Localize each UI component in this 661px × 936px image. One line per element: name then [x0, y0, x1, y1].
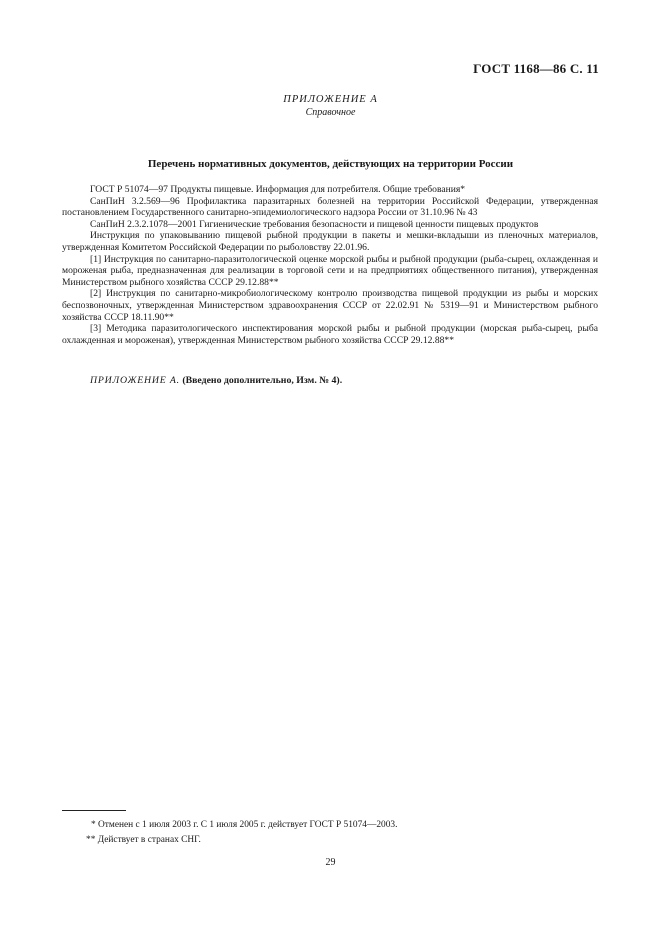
- list-item: [2] Инструкция по санитарно-микробиологическому контролю производства пищевой продукции из рыбы и морских беспозвоночных, утвержденная Министерством здравоохранения СССР от 22.02.91 № 5319—91 и Министерством рыбного хозяйства СССР 18.11.90**: [62, 288, 598, 323]
- list-item: Инструкция по упаковыванию пищевой рыбной продукции в пакеты и мешки-вкладыши из пленочных материалов, утвержденная Комитетом Российской Федерации по рыболовству 22.01.96.: [62, 230, 598, 253]
- page-number: 29: [325, 857, 336, 868]
- list-item: [1] Инструкция по санитарно-паразитологической оценке морской рыбы и рыбной продукции (рыба-сырец, охлажденная и мороженая рыба, предназначенная для реализации в торговой сети и на предприятиях общественного питания), утвержденная Министерством рыбного хозяйства СССР 29.12.88**: [62, 253, 598, 288]
- footnote-divider: [62, 810, 126, 811]
- amendment-text: (Введено дополнительно, Изм. № 4).: [182, 375, 343, 386]
- amendment-label: ПРИЛОЖЕНИЕ А.: [90, 375, 180, 386]
- footnotes: [62, 818, 397, 847]
- list-item: ГОСТ Р 51074—97 Продукты пищевые. Информация для потребителя. Общие требования*: [90, 184, 466, 195]
- section-heading: Перечень нормативных документов, действующих на территории России: [147, 158, 514, 170]
- list-item: [3] Методика паразитологического инспектирования морской рыбы и рыбной продукции (морская рыба-сырец, рыба охлажденная и мороженая), утвержденная Министерством рыбного хозяйства СССР 29.12.88**: [62, 323, 598, 346]
- amendment-note: [90, 375, 342, 386]
- appendix-title: ПРИЛОЖЕНИЕ А: [283, 94, 378, 105]
- list-item: СанПиН 2.3.2.1078—2001 Гигиенические требования безопасности и пищевой ценности пищевых продуктов: [90, 218, 539, 230]
- footnote: ** Действует в странах СНГ.: [86, 834, 201, 845]
- standard-reference: ГОСТ 1168—86 С. 11: [473, 61, 599, 76]
- document-list: [62, 184, 598, 346]
- footnote: * Отменен с 1 июля 2003 г. С 1 июля 2005 г. действует ГОСТ Р 51074—2003.: [91, 820, 398, 830]
- appendix-subtitle: Справочное: [305, 107, 356, 118]
- list-item: СанПиН 3.2.569—96 Профилактика паразитарных болезней на территории Российской Федерации, утвержденная постановлением Государственного санитарно-эпидемиологического надзора России от 31.10.96 № 43: [62, 195, 598, 219]
